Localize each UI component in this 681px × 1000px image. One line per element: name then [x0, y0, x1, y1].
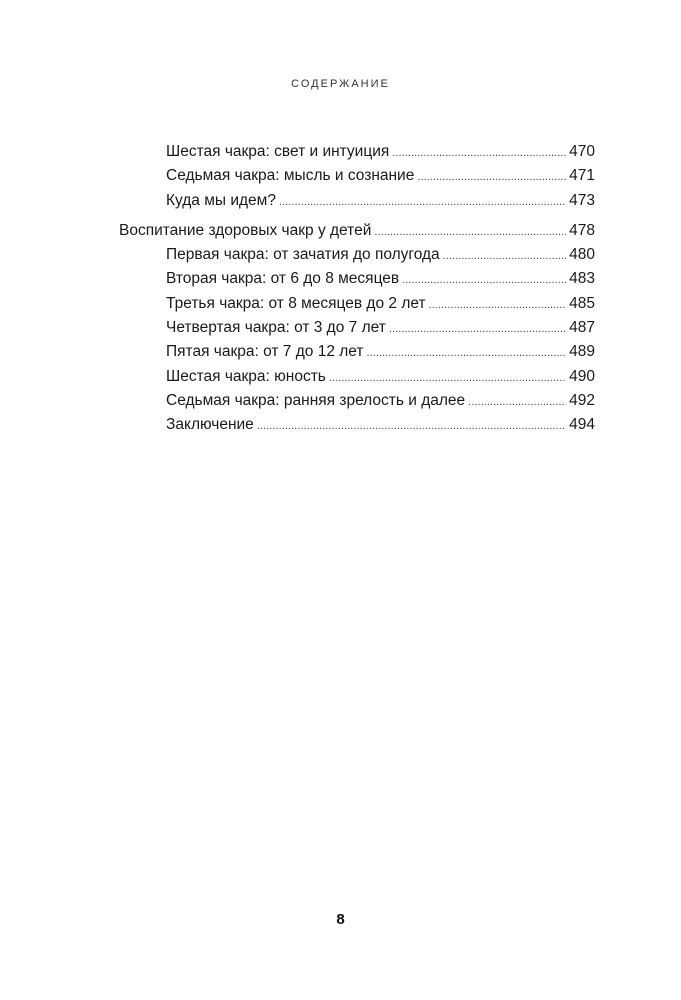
toc-entry-page: 480 — [569, 246, 595, 264]
toc-entry-page: 473 — [569, 191, 595, 209]
table-of-contents — [0, 140, 681, 438]
toc-entry-title: Седьмая чакра: мысль и сознание — [166, 167, 415, 185]
dot-leader — [443, 244, 566, 268]
dot-leader — [429, 293, 567, 317]
toc-entry-page: 485 — [569, 294, 595, 312]
toc-section-entry[interactable] — [119, 219, 595, 243]
toc-entry[interactable] — [166, 243, 595, 267]
toc-entry-title: Пятая чакра: от 7 до 12 лет — [166, 343, 364, 361]
running-head: СОДЕРЖАНИЕ — [291, 78, 390, 90]
toc-entry-page: 471 — [569, 167, 595, 185]
dot-leader — [402, 268, 566, 292]
toc-entry[interactable] — [166, 140, 595, 164]
dot-leader — [367, 341, 567, 365]
dot-leader — [389, 317, 566, 341]
toc-entry[interactable] — [166, 316, 595, 340]
toc-entry-title: Куда мы идем? — [166, 191, 276, 209]
toc-entry-title: Воспитание здоровых чакр у детей — [119, 221, 372, 239]
dot-leader — [392, 141, 566, 165]
toc-entry[interactable] — [166, 292, 595, 316]
page-number: 8 — [336, 911, 345, 928]
toc-entry-title: Третья чакра: от 8 месяцев до 2 лет — [166, 294, 426, 312]
dot-leader — [257, 414, 566, 438]
toc-entry-page: 494 — [569, 416, 595, 434]
toc-entry[interactable] — [166, 189, 595, 213]
toc-entry-page: 478 — [569, 221, 595, 239]
dot-leader — [279, 190, 566, 214]
toc-entry-title: Первая чакра: от зачатия до полугода — [166, 246, 440, 264]
toc-entry[interactable] — [166, 413, 595, 437]
toc-entry[interactable] — [166, 365, 595, 389]
toc-entry-page: 483 — [569, 270, 595, 288]
dot-leader — [374, 220, 566, 244]
toc-entry-title: Шестая чакра: свет и интуиция — [166, 143, 390, 160]
toc-entry-title: Вторая чакра: от 6 до 8 месяцев — [166, 270, 400, 288]
toc-entry-title: Четвертая чакра: от 3 до 7 лет — [166, 319, 386, 337]
toc-entry[interactable] — [166, 340, 595, 364]
toc-entry-page: 492 — [569, 391, 595, 409]
toc-entry-page: 489 — [569, 343, 595, 361]
toc-entry-page: 470 — [569, 143, 595, 160]
toc-entry[interactable] — [166, 389, 595, 413]
toc-entry-title: Шестая чакра: юность — [166, 367, 326, 385]
dot-leader — [417, 165, 566, 189]
toc-entry-page: 487 — [569, 319, 595, 337]
dot-leader — [468, 390, 566, 414]
toc-entry[interactable] — [166, 164, 595, 188]
toc-entry-title: Заключение — [166, 416, 254, 434]
toc-entry-page: 490 — [569, 367, 595, 385]
toc-entry-title: Седьмая чакра: ранняя зрелость и далее — [166, 391, 466, 409]
dot-leader — [329, 366, 566, 390]
toc-entry[interactable] — [166, 267, 595, 291]
